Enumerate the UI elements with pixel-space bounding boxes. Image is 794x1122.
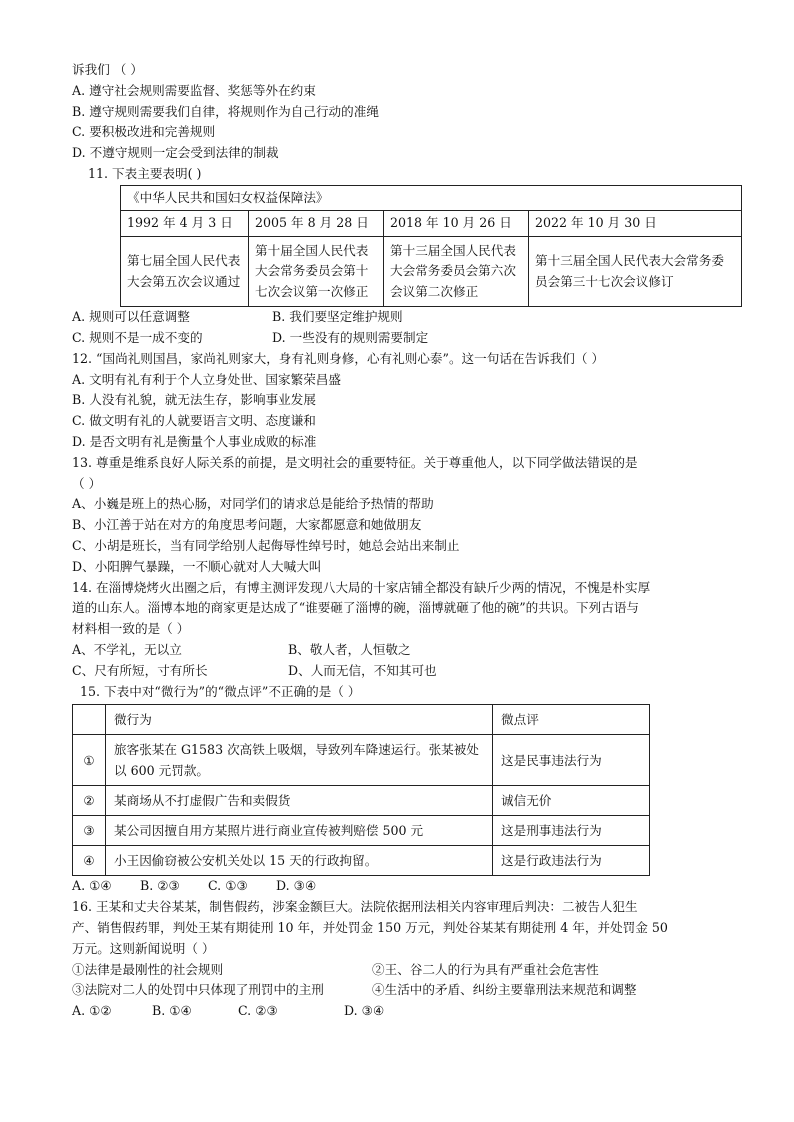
- q14-option-a: A、不学礼，无以立: [72, 642, 182, 658]
- q15-row-comment: 诚信无价: [493, 786, 650, 816]
- q14-stem-line-1: 14. 在淄博烧烤火出圈之后，有博主测评发现八大局的十家店铺全都没有缺斤少两的情况，不愧是朴实厚: [72, 579, 651, 595]
- q12-option-a: A. 文明有礼有利于个人立身处世、国家繁荣昌盛: [72, 371, 341, 387]
- q10-stem: 诉我们 （ ）: [72, 62, 143, 77]
- q11-table-title: 《中华人民共和国妇女权益保障法》: [121, 185, 742, 211]
- q15-row-num: ①: [73, 735, 106, 786]
- q11-event: 第十三届全国人民代表大会常务委员会第三十七次会议修订: [529, 236, 742, 307]
- q14-options-row-2: [72, 661, 712, 682]
- q15-header-behavior: 微行为: [106, 705, 493, 735]
- q15-option-b: B. ②③: [140, 878, 180, 894]
- q11-date: 2022 年 10 月 30 日: [529, 211, 742, 237]
- q15-row-num: ③: [73, 816, 106, 846]
- q16-option-d: D. ③④: [344, 1003, 385, 1019]
- q11-option-a: A. 规则可以任意调整: [72, 309, 190, 325]
- q13-option-a: A、小巍是班上的热心肠，对同学们的请求总是能给予热情的帮助: [72, 496, 434, 512]
- q16-statements-row-2: [72, 980, 712, 1001]
- q11-event: 第十届全国人民代表大会常务委员会第十七次会议第一次修正: [249, 236, 384, 307]
- q11-options-row-1: [72, 307, 712, 328]
- q15-option-d: D. ③④: [276, 878, 317, 894]
- q15-row-behavior: 小王因偷窃被公安机关处以 15 天的行政拘留。: [106, 846, 493, 876]
- q12-stem: 12. “国尚礼则国昌，家尚礼则家大，身有礼则身修，心有礼则心泰”。这一句话在告诉我们（ ）: [72, 350, 605, 366]
- q16-statements-row-1: [72, 960, 712, 981]
- q13-option-b: B、小江善于站在对方的角度思考问题，大家都愿意和她做朋友: [72, 517, 422, 533]
- q10-option-a: A. 遵守社会规则需要监督、奖惩等外在约束: [72, 82, 316, 98]
- q16-option-c: C. ②③: [238, 1003, 278, 1019]
- q15-row-comment: 这是行政违法行为: [493, 846, 650, 876]
- q14-stem-line-3: 材料相一致的是（ ）: [72, 621, 190, 637]
- q11-date: 2005 年 8 月 28 日: [249, 211, 384, 237]
- q16-option-b: B. ①④: [152, 1003, 192, 1019]
- exam-page: [72, 60, 724, 1022]
- q14-options-row-1: [72, 640, 712, 661]
- q11-event: 第七届全国人民代表大会第五次会议通过: [121, 236, 249, 307]
- q15-header-comment: 微点评: [493, 705, 650, 735]
- q16-statement-2: ②王、谷二人的行为具有严重社会危害性: [372, 961, 599, 977]
- q16-stem-line-3: 万元。这则新闻说明（ ）: [72, 940, 215, 956]
- q15-option-c: C. ①③: [208, 878, 248, 894]
- q16-option-a: A. ①②: [72, 1003, 112, 1019]
- q15-row-behavior: 某公司因擅自用方某照片进行商业宣传被判赔偿 500 元: [106, 816, 493, 846]
- q15-options: [72, 876, 712, 897]
- q16-statement-1: ①法律是最刚性的社会规则: [72, 961, 224, 977]
- q16-options: [72, 1001, 712, 1022]
- q16-statement-4: ④生活中的矛盾、纠纷主要靠刑法来规范和调整: [372, 982, 637, 998]
- q13-stem-bracket: （ ）: [72, 475, 102, 491]
- q11-date: 1992 年 4 月 3 日: [121, 211, 249, 237]
- q10-option-d: D. 不遵守规则一定会受到法律的制裁: [72, 145, 279, 161]
- q10-option-c: C. 要积极改进和完善规则: [72, 124, 216, 140]
- q15-stem: 15. 下表中对“微行为”的“微点评”不正确的是（ ）: [80, 683, 361, 699]
- q11-event: 第十三届全国人民代表大会常务委员会第六次会议第二次修正: [384, 236, 529, 307]
- q10-option-b: B. 遵守规则需要我们自律，将规则作为自己行动的准绳: [72, 103, 379, 119]
- q15-row-comment: 这是民事违法行为: [493, 735, 650, 786]
- q15-row-comment: 这是刑事违法行为: [493, 816, 650, 846]
- q15-row-behavior: 某商场从不打虚假广告和卖假货: [106, 786, 493, 816]
- q13-option-d: D、小阳脾气暴躁，一不顺心就对人大喊大叫: [72, 558, 322, 574]
- q11-option-b: B. 我们要坚定维护规则: [272, 309, 403, 325]
- q11-options-row-2: [72, 328, 712, 349]
- q14-stem-line-2: 道的山东人。淄博本地的商家更是达成了“谁要砸了淄博的碗，淄博就砸了他的碗”的共识。下列古语与: [72, 600, 640, 616]
- q11-stem: 11. 下表主要表明( ): [88, 165, 202, 181]
- q15-table: [72, 704, 650, 876]
- q15-row-num: ④: [73, 846, 106, 876]
- q11-option-c: C. 规则不是一成不变的: [72, 330, 203, 346]
- q11-table: [120, 185, 742, 308]
- q14-option-c: C、尺有所短，寸有所长: [72, 662, 208, 678]
- q11-option-d: D. 一些没有的规则需要制定: [272, 330, 429, 346]
- q14-option-d: D、人而无信，不知其可也: [288, 662, 437, 678]
- q13-option-c: C、小胡是班长，当有同学给别人起侮辱性绰号时，她总会站出来制止: [72, 538, 460, 554]
- table-row: [73, 846, 650, 876]
- q12-option-b: B. 人没有礼貌，就无法生存，影响事业发展: [72, 392, 316, 408]
- q15-row-behavior: 旅客张某在 G1583 次高铁上吸烟，导致列车降速运行。张某被处以 600 元罚款。: [106, 735, 493, 786]
- q14-option-b: B、敬人者，人恒敬之: [288, 642, 411, 658]
- table-row: [73, 816, 650, 846]
- q12-option-c: C. 做文明有礼的人就要语言文明、态度谦和: [72, 413, 316, 429]
- q16-stem-line-1: 16. 王某和丈夫谷某某，制售假药，涉案金额巨大。法院依据刑法相关内容审理后判决：二被告人犯生: [72, 899, 638, 915]
- q11-date: 2018 年 10 月 26 日: [384, 211, 529, 237]
- q12-option-d: D. 是否文明有礼是衡量个人事业成败的标准: [72, 434, 317, 450]
- q16-stem-line-2: 产、销售假药罪，判处王某有期徒刑 10 年，并处罚金 150 万元，判处谷某某有期徒刑 4 年，并处罚金 50: [72, 920, 668, 936]
- q15-option-a: A. ①④: [72, 878, 112, 894]
- table-row: [73, 735, 650, 786]
- q15-row-num: ②: [73, 786, 106, 816]
- table-row: [73, 786, 650, 816]
- q16-statement-3: ③法院对二人的处罚中只体现了刑罚中的主刑: [72, 982, 324, 998]
- q13-stem: 13. 尊重是维系良好人际关系的前提，是文明社会的重要特征。关于尊重他人，以下同学做法错误的是: [72, 454, 638, 470]
